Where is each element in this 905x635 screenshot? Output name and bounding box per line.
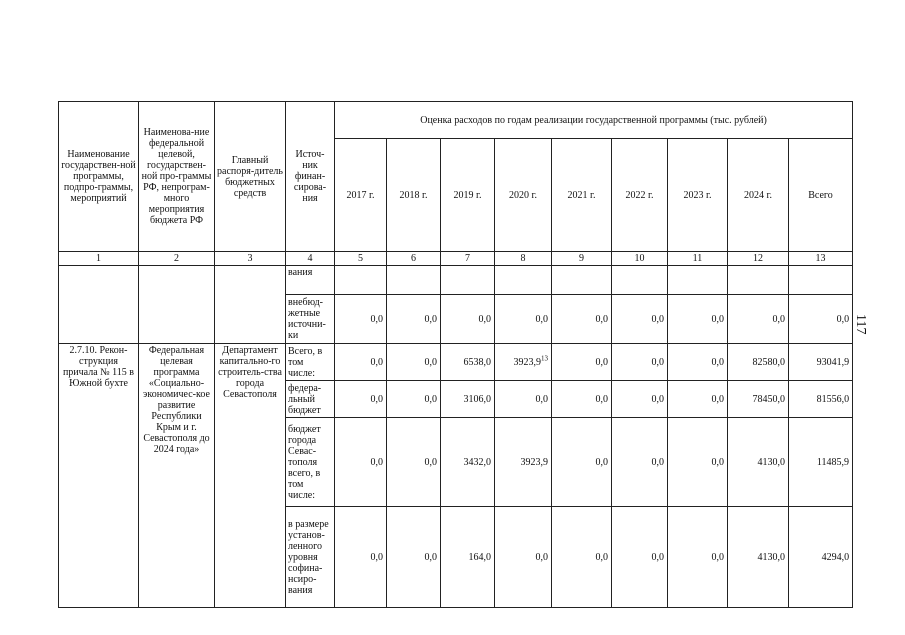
header-budget-manager: Главный распоря-дитель бюджетных средств bbox=[215, 102, 286, 252]
measure-manager: Департамент капитально-го строитель-ства города Севастополя bbox=[215, 344, 286, 608]
index-cell: 7 bbox=[441, 252, 495, 266]
value-cell: 0,0 bbox=[612, 344, 668, 381]
value-cell: 81556,0 bbox=[789, 381, 853, 418]
continuation-tail-row bbox=[59, 266, 853, 295]
empty-cell bbox=[215, 266, 286, 344]
value-cell: 0,0 bbox=[789, 295, 853, 344]
empty-cell bbox=[139, 266, 215, 344]
header-year-2021: 2021 г. bbox=[552, 139, 612, 252]
value-cell: 4130,0 bbox=[728, 418, 789, 507]
index-cell: 10 bbox=[612, 252, 668, 266]
value-cell: 0,0 bbox=[552, 381, 612, 418]
index-cell: 5 bbox=[335, 252, 387, 266]
value-cell: 3923,9 bbox=[495, 418, 552, 507]
index-cell: 6 bbox=[387, 252, 441, 266]
value-cell: 0,0 bbox=[552, 418, 612, 507]
header-program-name: Наименование государствен-ной программы, подпро-граммы, мероприятий bbox=[59, 102, 139, 252]
value-cell: 0,0 bbox=[668, 295, 728, 344]
header-funding-source: Источ-ник финан-сирова-ния bbox=[286, 102, 335, 252]
value-cell: 0,0 bbox=[387, 295, 441, 344]
index-cell: 12 bbox=[728, 252, 789, 266]
empty-cell bbox=[441, 266, 495, 295]
empty-cell bbox=[612, 266, 668, 295]
value-cell: 0,0 bbox=[495, 381, 552, 418]
value-cell: 0,0 bbox=[552, 507, 612, 608]
header-year-2024: 2024 г. bbox=[728, 139, 789, 252]
header-row-1 bbox=[59, 102, 853, 139]
header-year-2017: 2017 г. bbox=[335, 139, 387, 252]
empty-cell bbox=[789, 266, 853, 295]
header-federal-program: Наименова-ние федеральной целевой, государствен-ной про-граммы РФ, непрограм-много мероприятия бюджета РФ bbox=[139, 102, 215, 252]
index-row bbox=[59, 252, 853, 266]
value-cell: 0,0 bbox=[612, 507, 668, 608]
empty-cell bbox=[59, 266, 139, 344]
empty-cell bbox=[668, 266, 728, 295]
value-cell: 6538,0 bbox=[441, 344, 495, 381]
value-cell-with-footnote bbox=[495, 344, 552, 381]
measure-federal-program: Федеральная целевая программа «Социально-экономичес-кое развитие Республики Крым и г. Севастополя до 2024 года» bbox=[139, 344, 215, 608]
header-year-2022: 2022 г. bbox=[612, 139, 668, 252]
index-cell: 2 bbox=[139, 252, 215, 266]
value-cell: 0,0 bbox=[612, 418, 668, 507]
index-cell: 4 bbox=[286, 252, 335, 266]
source-tail: вания bbox=[286, 266, 335, 295]
value-cell: 82580,0 bbox=[728, 344, 789, 381]
source-federal: федера-льный бюджет bbox=[286, 381, 335, 418]
value-cell: 0,0 bbox=[441, 295, 495, 344]
value-cell: 0,0 bbox=[387, 507, 441, 608]
value-cell: 0,0 bbox=[387, 344, 441, 381]
value-cell: 0,0 bbox=[668, 344, 728, 381]
value-cell: 4130,0 bbox=[728, 507, 789, 608]
value-cell: 0,0 bbox=[387, 381, 441, 418]
index-cell: 9 bbox=[552, 252, 612, 266]
value-cell: 0,0 bbox=[335, 507, 387, 608]
empty-cell bbox=[495, 266, 552, 295]
value-cell: 0,0 bbox=[552, 295, 612, 344]
header-expense-estimate: Оценка расходов по годам реализации государственной программы (тыс. рублей) bbox=[335, 102, 853, 139]
value-cell: 3106,0 bbox=[441, 381, 495, 418]
value-cell: 0,0 bbox=[552, 344, 612, 381]
footnote-mark: 13 bbox=[541, 354, 548, 363]
value-cell: 0,0 bbox=[495, 507, 552, 608]
value-cell: 0,0 bbox=[668, 418, 728, 507]
value-cell: 93041,9 bbox=[789, 344, 853, 381]
measure-name: 2.7.10. Рекон-струкция причала № 115 в Южной бухте bbox=[59, 344, 139, 608]
value-cell: 0,0 bbox=[668, 507, 728, 608]
value-cell: 0,0 bbox=[612, 295, 668, 344]
header-year-2018: 2018 г. bbox=[387, 139, 441, 252]
value-cell: 0,0 bbox=[387, 418, 441, 507]
value-cell: 0,0 bbox=[335, 381, 387, 418]
value-cell: 0,0 bbox=[335, 344, 387, 381]
value-cell: 0,0 bbox=[728, 295, 789, 344]
empty-cell bbox=[552, 266, 612, 295]
value-text: 3923,9 bbox=[513, 356, 541, 368]
index-cell: 13 bbox=[789, 252, 853, 266]
source-offbudget: внебюд-жетные источни-ки bbox=[286, 295, 335, 344]
index-cell: 3 bbox=[215, 252, 286, 266]
value-cell: 0,0 bbox=[668, 381, 728, 418]
value-cell: 78450,0 bbox=[728, 381, 789, 418]
index-cell: 1 bbox=[59, 252, 139, 266]
source-cofinancing: в размере установ-ленного уровня софина-нсиро-вания bbox=[286, 507, 335, 608]
value-cell: 3432,0 bbox=[441, 418, 495, 507]
empty-cell bbox=[387, 266, 441, 295]
empty-cell bbox=[728, 266, 789, 295]
value-cell: 164,0 bbox=[441, 507, 495, 608]
index-cell: 8 bbox=[495, 252, 552, 266]
header-year-2023: 2023 г. bbox=[668, 139, 728, 252]
value-cell: 0,0 bbox=[612, 381, 668, 418]
header-year-2019: 2019 г. bbox=[441, 139, 495, 252]
source-city-budget: бюджет города Севас-тополя всего, в том числе: bbox=[286, 418, 335, 507]
value-cell: 0,0 bbox=[335, 295, 387, 344]
table-row-total bbox=[59, 344, 853, 381]
source-total: Всего, в том числе: bbox=[286, 344, 335, 381]
budget-table bbox=[58, 101, 853, 608]
value-cell: 0,0 bbox=[335, 418, 387, 507]
value-cell: 0,0 bbox=[495, 295, 552, 344]
index-cell: 11 bbox=[668, 252, 728, 266]
page-number: 117 bbox=[853, 314, 868, 335]
value-cell: 4294,0 bbox=[789, 507, 853, 608]
header-total: Всего bbox=[789, 139, 853, 252]
header-year-2020: 2020 г. bbox=[495, 139, 552, 252]
empty-cell bbox=[335, 266, 387, 295]
value-cell: 11485,9 bbox=[789, 418, 853, 507]
